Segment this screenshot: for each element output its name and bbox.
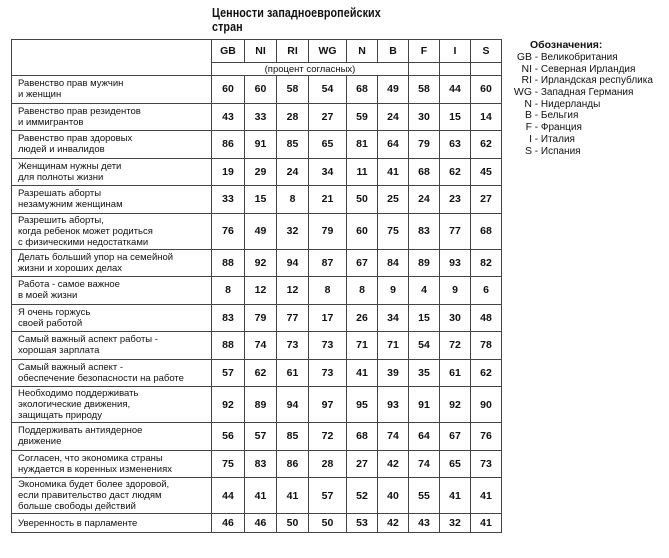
row-label-line: Работа - самое важное [18,279,120,291]
value-cell: 57 [309,478,347,514]
value-cell: 63 [440,131,471,159]
value-cell: 60 [347,213,378,249]
value-cell: 74 [245,332,277,360]
row-label [12,103,212,131]
value-cell: 40 [378,478,409,514]
value-cell: 26 [347,304,378,332]
value-cell: 62 [245,359,277,387]
value-cell: 65 [440,450,471,478]
value-cell: 57 [245,423,277,451]
value-cell: 83 [245,450,277,478]
value-cell: 24 [409,186,440,214]
value-cell: 83 [409,213,440,249]
row-label [12,387,212,423]
legend-item [510,134,665,146]
value-cell: 34 [378,304,409,332]
row-label [12,158,212,186]
value-cell: 49 [245,213,277,249]
value-cell: 44 [440,76,471,104]
value-cell: 85 [277,131,309,159]
value-cell: 54 [309,76,347,104]
legend [510,39,665,157]
subheader-blank [440,63,471,76]
value-cell: 42 [378,450,409,478]
value-cell: 50 [309,514,347,533]
table-row [12,387,502,423]
legend-items [510,52,665,157]
column-header: RI [277,40,309,63]
legend-item [510,52,665,64]
value-cell: 35 [409,359,440,387]
value-cell: 43 [409,514,440,533]
column-header: S [471,40,502,63]
legend-separator: - [532,52,541,63]
legend-separator: - [532,110,541,122]
row-label-line: Уверенность в парламенте [18,517,138,529]
row-label-line: обеспечение безопасности на работе [18,372,184,384]
value-cell: 72 [440,332,471,360]
legend-item [510,87,665,99]
value-cell: 41 [277,478,309,514]
legend-code: WG [513,86,532,99]
row-label-line: Самый важный аспект - [18,361,124,373]
value-cell: 23 [440,186,471,214]
value-cell: 86 [277,450,309,478]
table-row [12,478,502,514]
row-label-line: и иммигрантов [18,116,84,128]
value-cell: 60 [212,76,245,104]
table-row [12,450,502,478]
value-cell: 58 [409,76,440,104]
row-label-line: Поддерживать антиядерное [18,425,143,437]
legend-code: N [524,97,532,110]
value-cell: 91 [409,387,440,423]
row-label [12,450,212,478]
value-cell: 87 [309,249,347,277]
value-cell: 34 [309,158,347,186]
row-label-line: Необходимо поддерживать [18,388,139,399]
row-label-line: Экономика будет более здоровой, [18,479,170,490]
subheader-label: (процент согласных) [212,63,409,76]
legend-separator: - [532,122,541,134]
value-cell: 65 [309,131,347,159]
value-cell: 11 [347,158,378,186]
value-cell: 73 [309,359,347,387]
row-label [12,514,212,533]
subheader-blank [409,63,440,76]
value-cell: 77 [440,213,471,249]
legend-item [510,110,665,122]
header-row [12,40,502,63]
value-cell: 92 [212,387,245,423]
table-row [12,103,502,131]
row-label-line: Разрешать аборты [18,188,102,200]
value-cell: 24 [378,103,409,131]
column-header: GB [212,40,245,63]
value-cell: 62 [440,158,471,186]
column-header: B [378,40,409,63]
value-cell: 88 [212,249,245,277]
table-row [12,359,502,387]
value-cell: 52 [347,478,378,514]
row-label-line: больше свободы действий [18,501,136,512]
row-label-line: экологические движения, [18,399,131,410]
table-row [12,158,502,186]
legend-code: S [524,144,532,157]
value-cell: 30 [409,103,440,131]
value-cell: 62 [471,359,502,387]
value-cell: 75 [212,450,245,478]
value-cell: 9 [378,277,409,305]
value-cell: 15 [245,186,277,214]
value-cell: 94 [277,387,309,423]
row-label-line: Делать больший упор на семейной [18,251,174,263]
value-cell: 86 [212,131,245,159]
value-cell: 55 [409,478,440,514]
row-label [12,478,212,514]
row-label-line: для полноты жизни [18,171,104,183]
legend-code: F [525,121,532,134]
table-body [12,76,502,533]
legend-name: Нидерланды [540,98,601,110]
legend-item [510,75,665,87]
value-cell: 67 [347,249,378,277]
row-label-line: с физическими недостатками [18,236,149,248]
table-row [12,423,502,451]
legend-separator: - [532,98,541,110]
value-cell: 60 [471,76,502,104]
value-cell: 89 [245,387,277,423]
row-label-line: и женщин [18,89,62,101]
row-label-line: своей работой [18,317,83,329]
row-label-line: нуждается в коренных изменениях [18,463,172,475]
value-cell: 92 [440,387,471,423]
value-cell: 43 [212,103,245,131]
row-label-line: Равенство прав здоровых [18,133,133,145]
legend-item [510,146,665,158]
value-cell: 27 [347,450,378,478]
value-cell: 50 [277,514,309,533]
legend-separator: - [532,87,541,99]
value-cell: 94 [277,249,309,277]
value-cell: 30 [440,304,471,332]
legend-name: Франция [540,122,582,134]
legend-item [510,99,665,111]
row-label-line: Женщинам нужны дети [18,160,122,172]
value-cell: 15 [440,103,471,131]
value-cell: 83 [212,304,245,332]
legend-name: Ирландская республика [540,75,653,87]
legend-name: Испания [540,145,581,157]
value-cell: 41 [440,478,471,514]
value-cell: 41 [378,158,409,186]
legend-code: B [524,109,532,122]
row-label-line: людей и инвалидов [18,144,105,156]
legend-code: I [529,132,532,145]
value-cell: 46 [212,514,245,533]
value-cell: 54 [409,332,440,360]
value-cell: 6 [471,277,502,305]
column-header: F [409,40,440,63]
legend-name: Италия [540,133,575,145]
value-cell: 91 [245,131,277,159]
row-label [12,131,212,159]
row-label-line: Самый важный аспект работы - [18,334,158,346]
row-label-line: Равенство прав резидентов [18,105,141,117]
legend-name: Великобритания [540,52,618,63]
legend-item [510,64,665,76]
table-row [12,186,502,214]
value-cell: 32 [440,514,471,533]
value-cell: 76 [471,423,502,451]
value-cell: 27 [309,103,347,131]
value-cell: 59 [347,103,378,131]
row-label [12,423,212,451]
value-cell: 77 [277,304,309,332]
value-cell: 89 [409,249,440,277]
value-cell: 17 [309,304,347,332]
row-label-line: незамужним женщинам [18,199,123,211]
value-cell: 33 [212,186,245,214]
row-label-line: движение [18,436,62,448]
value-cell: 88 [212,332,245,360]
value-cell: 71 [347,332,378,360]
value-cell: 4 [409,277,440,305]
table-row [12,332,502,360]
value-cell: 85 [277,423,309,451]
legend-separator: - [532,133,541,145]
value-cell: 97 [309,387,347,423]
row-label [12,186,212,214]
row-label-line: жизни и хороших делах [18,262,123,274]
header-blank [12,40,212,76]
value-cell: 46 [245,514,277,533]
table-row [12,76,502,104]
row-label-line: в моей жизни [18,290,78,302]
legend-name: Бельгия [540,110,579,122]
value-cell: 14 [471,103,502,131]
value-cell: 92 [245,249,277,277]
value-cell: 74 [378,423,409,451]
value-cell: 60 [245,76,277,104]
value-cell: 74 [409,450,440,478]
value-cell: 29 [245,158,277,186]
legend-name: Западная Германия [540,87,634,99]
value-cell: 12 [245,277,277,305]
value-cell: 21 [309,186,347,214]
row-label [12,332,212,360]
row-label-line: если правительство даст людям [18,490,162,501]
value-cell: 12 [277,277,309,305]
value-cell: 68 [347,423,378,451]
table-row [12,213,502,249]
legend-name: Северная Ирландия [540,63,636,75]
legend-code: GB [516,51,532,63]
table-row [12,514,502,533]
value-cell: 28 [309,450,347,478]
legend-separator: - [532,75,541,87]
column-header: I [440,40,471,63]
table-row [12,277,502,305]
value-cell: 68 [471,213,502,249]
row-label-line: защищать природу [18,410,102,421]
value-cell: 78 [471,332,502,360]
value-cell: 32 [277,213,309,249]
value-cell: 41 [471,514,502,533]
value-cell: 9 [440,277,471,305]
value-cell: 8 [347,277,378,305]
value-cell: 79 [309,213,347,249]
value-cell: 76 [212,213,245,249]
value-cell: 93 [378,387,409,423]
row-label [12,304,212,332]
legend-separator: - [532,63,541,75]
legend-separator: - [532,145,541,157]
table-row [12,131,502,159]
column-header: NI [245,40,277,63]
value-cell: 67 [440,423,471,451]
legend-code: NI [521,62,532,75]
value-cell: 82 [471,249,502,277]
value-cell: 41 [347,359,378,387]
value-cell: 42 [378,514,409,533]
value-cell: 90 [471,387,502,423]
value-cell: 28 [277,103,309,131]
value-cell: 24 [277,158,309,186]
page-title: Ценности западноевропейских стран [212,6,381,34]
table-row [12,304,502,332]
subheader-blank [471,63,502,76]
value-cell: 95 [347,387,378,423]
value-cell: 73 [277,332,309,360]
table-row [12,249,502,277]
value-cell: 75 [378,213,409,249]
value-cell: 41 [471,478,502,514]
value-cell: 79 [409,131,440,159]
value-cell: 84 [378,249,409,277]
legend-item [510,122,665,134]
value-cell: 33 [245,103,277,131]
value-cell: 79 [245,304,277,332]
value-cell: 68 [347,76,378,104]
value-cell: 73 [309,332,347,360]
legend-title: Обозначения: [530,39,603,51]
value-cell: 68 [409,158,440,186]
value-cell: 71 [378,332,409,360]
value-cell: 56 [212,423,245,451]
value-cell: 44 [212,478,245,514]
value-cell: 50 [347,186,378,214]
value-cell: 15 [409,304,440,332]
value-cell: 81 [347,131,378,159]
value-cell: 49 [378,76,409,104]
value-cell: 62 [471,131,502,159]
value-cell: 61 [440,359,471,387]
row-label [12,277,212,305]
row-label [12,249,212,277]
row-label [12,76,212,104]
value-cell: 58 [277,76,309,104]
column-header: N [347,40,378,63]
row-label [12,213,212,249]
value-cell: 8 [309,277,347,305]
value-cell: 27 [471,186,502,214]
value-cell: 48 [471,304,502,332]
value-cell: 19 [212,158,245,186]
value-cell: 41 [245,478,277,514]
value-cell: 73 [471,450,502,478]
row-label-line: когда ребенок может родиться [18,225,153,237]
value-cell: 8 [212,277,245,305]
row-label-line: Согласен, что экономика страны [18,452,163,464]
value-cell: 53 [347,514,378,533]
values-table [11,39,502,533]
value-cell: 61 [277,359,309,387]
legend-code: RI [521,74,532,87]
value-cell: 39 [378,359,409,387]
row-label-line: Разрешить аборты, [18,214,104,226]
row-label-line: Я очень горжусь [18,306,91,318]
value-cell: 57 [212,359,245,387]
row-label-line: хорошая зарплата [18,345,100,357]
value-cell: 64 [409,423,440,451]
value-cell: 45 [471,158,502,186]
value-cell: 93 [440,249,471,277]
column-header: WG [309,40,347,63]
value-cell: 64 [378,131,409,159]
value-cell: 25 [378,186,409,214]
value-cell: 72 [309,423,347,451]
value-cell: 8 [277,186,309,214]
row-label [12,359,212,387]
row-label-line: Равенство прав мужчин [18,78,124,90]
